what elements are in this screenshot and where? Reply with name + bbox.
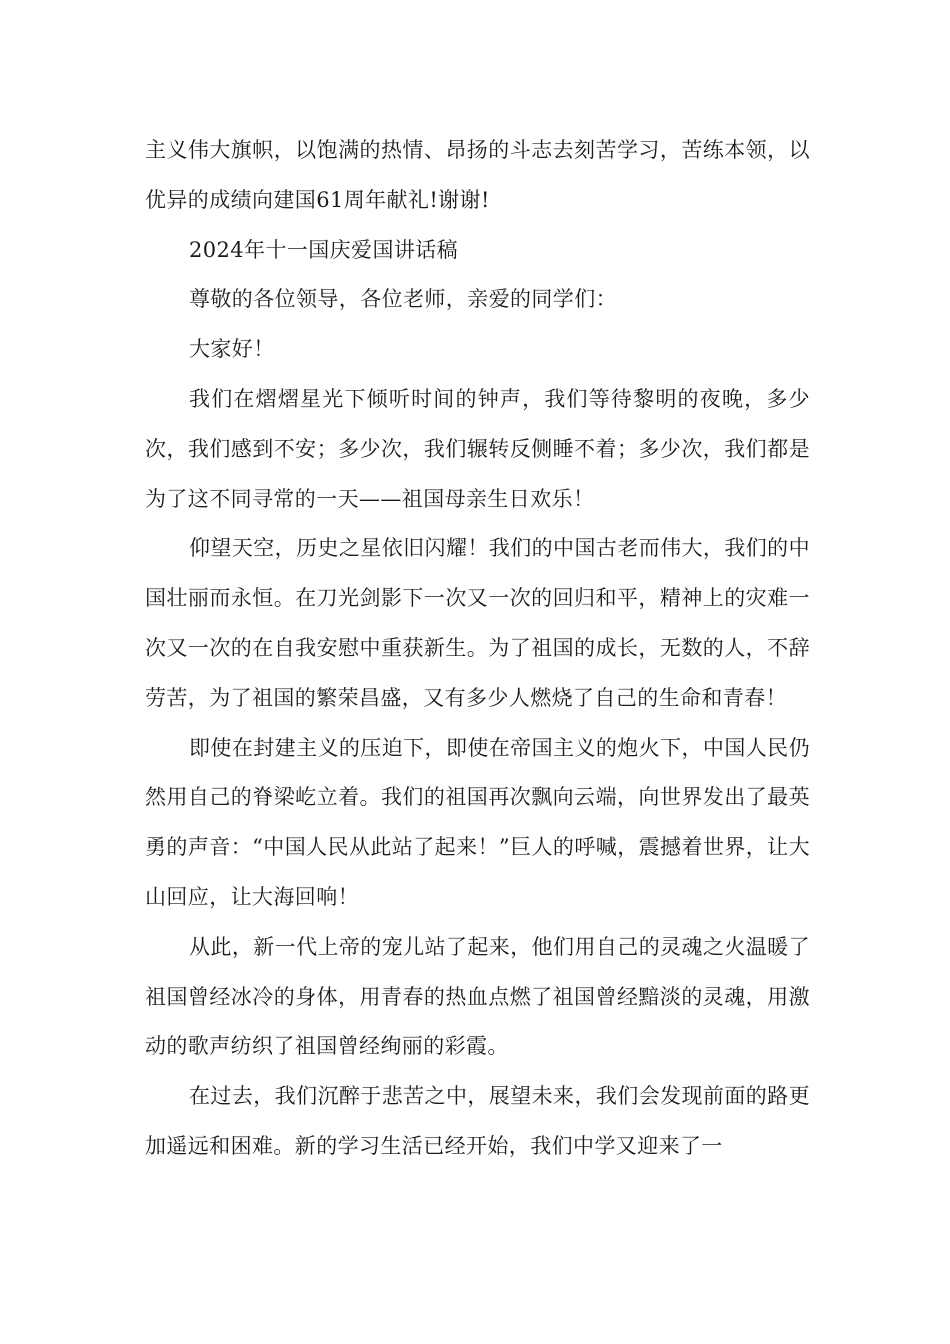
paragraph: 即使在封建主义的压迫下，即使在帝国主义的炮火下，中国人民仍然用自己的脊梁屹立着。我们的祖国再次飘向云端，向世界发出了最英勇的声音：“中国人民从此站了起来！”巨人的呼喊，震撼着世界，让大山回应，让大海回响！: [145, 735, 810, 909]
paragraph: 从此，新一代上帝的宠儿站了起来，他们用自己的灵魂之火温暖了祖国曾经冰冷的身体，用青春的热血点燃了祖国曾经黯淡的灵魂，用激动的歌声纺织了祖国曾经绚丽的彩霞。: [145, 934, 810, 1059]
paragraph: 我们在熠熠星光下倾听时间的钟声，我们等待黎明的夜晚，多少次，我们感到不安；多少次，我们辗转反侧睡不着；多少次，我们都是为了这不同寻常的一天——祖国母亲生日欢乐！: [145, 386, 810, 511]
document-body: [145, 126, 810, 1172]
paragraph-continuation: 主义伟大旗帜，以饱满的热情、昂扬的斗志去刻苦学习，苦练本领，以优异的成绩向建国61周年献礼!谢谢!: [145, 138, 810, 212]
salutation: 尊敬的各位领导，各位老师，亲爱的同学们：: [189, 287, 617, 312]
paragraph: 仰望天空，历史之星依旧闪耀！我们的中国古老而伟大，我们的中国壮丽而永恒。在刀光剑影下一次又一次的回归和平，精神上的灾难一次又一次的在自我安慰中重获新生。为了祖国的成长，无数的人，不辞劳苦，为了祖国的繁荣昌盛，又有多少人燃烧了自己的生命和青春！: [145, 536, 810, 710]
speech-title: 2024年十一国庆爱国讲话稿: [189, 237, 459, 262]
paragraph: 在过去，我们沉醉于悲苦之中，展望未来，我们会发现前面的路更加遥远和困难。新的学习生活已经开始，我们中学又迎来了一: [145, 1084, 810, 1158]
greeting: 大家好！: [189, 337, 275, 362]
